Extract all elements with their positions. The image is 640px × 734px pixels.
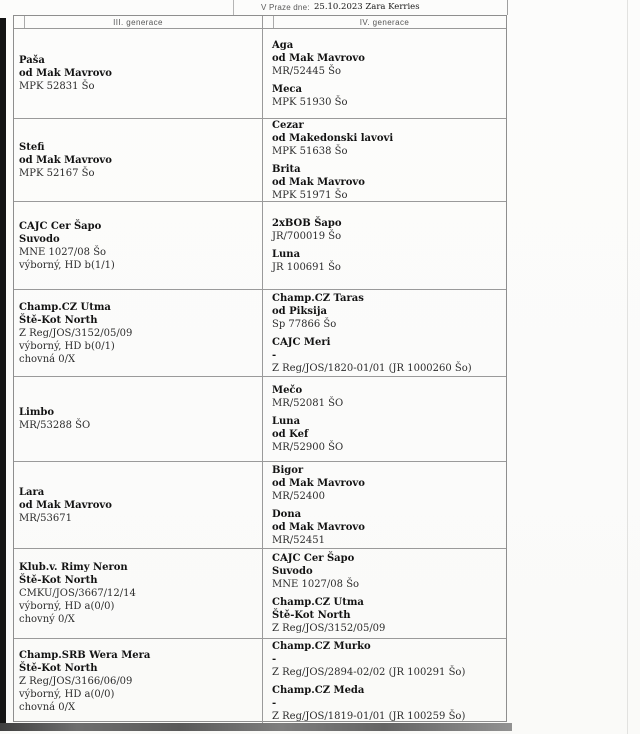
dog-name-line: Lara [19,486,45,498]
dog-entry [19,301,262,366]
dog-registration-line: JR 100691 Šo [272,262,341,273]
dog-name-line: od Mak Mavrovo [19,154,112,166]
dog-registration-line: MPK 51638 Šo [272,145,348,157]
dog-name-line: Luna [272,416,301,427]
gen3-cell [14,462,263,548]
scan-bottom-shadow [0,723,512,731]
dog-name-line: od Mak Mavrovo [272,477,365,489]
gen4-cell [263,377,506,461]
dog-entry [19,220,262,272]
dog-entry [19,406,262,432]
pedigree-row [14,639,506,723]
gen3-cell [14,290,263,376]
dog-entry [272,415,506,454]
dog-entry [272,640,506,679]
dog-registration-line: MPK 51971 Šo [272,189,348,201]
gen3-cell [14,202,263,289]
dog-registration-line: MR/52400 [272,490,325,502]
date-and-signature: 25.10.2023 Zara Kerries [314,2,420,12]
gen3-cell [14,119,263,201]
dog-name-line: Champ.CZ Taras [272,292,364,304]
dog-name-line: Suvodo [19,233,60,245]
dog-entry [19,54,262,93]
dog-name-line: Luna [272,249,301,260]
dog-registration-line: MPK 51930 Šo [272,96,348,108]
dog-name-line: od Kef [272,429,309,440]
dog-entry [272,384,506,410]
dog-name-line: Dona [272,508,302,520]
dog-name-line: CAJC Cer Šapo [19,220,102,232]
gen4-cell [263,290,506,376]
dog-name-line: Ště-Kot North [19,662,98,674]
dog-registration-line: MR/52451 [272,534,325,546]
dog-registration-line: MNE 1027/08 Šo [19,246,107,258]
dog-registration-line: MNE 1027/08 Šo [272,579,360,590]
dog-name-line: od Mak Mavrovo [272,52,365,64]
issue-note [0,0,512,15]
dog-registration-line: Z Reg/JOS/3166/06/09 [19,675,133,687]
dog-registration-line: chovná 0/X [19,353,76,365]
dog-registration-line: MPK 52167 Šo [19,167,95,179]
dog-registration-line: CMKU/JOS/3667/12/14 [19,588,136,599]
dog-name-line: Brita [272,163,301,175]
dog-entry [272,163,506,202]
dog-registration-line: Z Reg/JOS/1819-01/01 (JR 100259 Šo) [272,710,466,722]
dog-entry [19,649,262,714]
dog-name-line: Champ.CZ Murko [272,640,371,652]
pedigree-row [14,462,506,549]
pedigree-table [13,15,507,722]
dog-registration-line: Z Reg/JOS/3152/05/09 [272,623,386,634]
top-cell-right-border [507,0,508,15]
dog-entry [272,248,506,274]
dog-name-line: Ště-Kot North [272,610,351,621]
dog-name-line: Aga [272,39,294,51]
dog-name-line: CAJC Meri [272,336,331,348]
dog-registration-line: výborný, HD a(0/0) [19,688,115,700]
dog-registration-line: MR/52081 ŠO [272,398,344,409]
dog-name-line: CAJC Cer Šapo [272,553,355,564]
dog-name-line: od Mak Mavrovo [19,499,112,511]
dog-name-line: - [272,349,277,361]
dog-registration-line: chovný 0/X [19,614,75,625]
dog-entry [272,508,506,547]
dog-entry [272,292,506,331]
dog-registration-line: MR/52900 ŠO [272,442,344,453]
dog-entry [272,596,506,635]
scan-edge-line [627,0,628,734]
gen3-cell [14,549,263,638]
dog-registration-line: chovná 0/X [19,701,76,713]
gen3-cell [14,29,263,118]
generation-header-row [14,16,506,29]
gen4-cell [263,119,506,201]
dog-entry [272,39,506,78]
gen4-cell [263,639,506,723]
dog-name-line: - [272,653,277,665]
dog-name-line: Cezar [272,119,304,131]
pedigree-rows [14,29,506,723]
dog-name-line: Bigor [272,464,304,476]
gen4-cell [263,549,506,638]
dog-name-line: Ště-Kot North [19,575,98,586]
dog-entry [272,336,506,375]
place-date-label: V Praze dne: [261,3,310,12]
dog-name-line: Mečo [272,385,303,396]
pedigree-row [14,29,506,119]
dog-entry [272,119,506,158]
dog-name-line: Champ.CZ Utma [272,597,364,608]
dog-entry [272,83,506,109]
dog-entry [272,217,506,243]
dog-name-line: Champ.CZ Meda [272,684,365,696]
dog-registration-line: Z Reg/JOS/2894-02/02 (JR 100291 Šo) [272,666,466,678]
dog-entry [19,486,262,525]
dog-name-line: 2xBOB Šapo [272,218,342,229]
dog-name-line: Stefi [19,141,45,153]
top-cell-left-border [233,0,234,15]
col-header-gen3: III. generace [14,16,263,28]
dog-name-line: Champ.CZ Utma [19,301,111,313]
pedigree-row [14,119,506,202]
dog-registration-line: MPK 52831 Šo [19,81,95,92]
dog-name-line: - [272,697,277,709]
dog-name-line: Klub.v. Rimy Neron [19,562,128,573]
dog-registration-line: JR/700019 Šo [272,231,342,242]
gen4-cell [263,462,506,548]
dog-name-line: Champ.SRB Wera Mera [19,649,151,661]
dog-name-line: Paša [19,55,45,66]
dog-registration-line: výborný, HD a(0/0) [19,601,115,612]
dog-registration-line: Z Reg/JOS/1820-01/01 (JR 1000260 Šo) [272,362,472,374]
dog-registration-line: výborný, HD b(0/1) [19,340,115,352]
dog-entry [272,552,506,591]
dog-name-line: Meca [272,83,302,95]
pedigree-row [14,290,506,377]
gen3-cell [14,639,263,723]
dog-name-line: od Mak Mavrovo [272,521,365,533]
dog-name-line: od Mak Mavrovo [272,176,365,188]
dog-entry [272,464,506,503]
dog-name-line: od Piksija [272,305,327,317]
dog-registration-line: Sp 77866 Šo [272,318,337,330]
dog-entry [19,561,262,626]
gen4-cell [263,29,506,118]
dog-entry [272,684,506,723]
pedigree-row [14,549,506,639]
pedigree-row [14,377,506,462]
dog-name-line: Ště-Kot North [19,314,98,326]
dog-name-line: od Mak Mavrovo [19,68,112,79]
dog-registration-line: MR/52445 Šo [272,65,341,77]
dog-registration-line: MR/53671 [19,512,72,524]
gen4-cell [263,202,506,289]
scan-edge-artifact [0,18,6,730]
dog-registration-line: Z Reg/JOS/3152/05/09 [19,327,133,339]
dog-registration-line: výborný, HD b(1/1) [19,259,115,271]
dog-name-line: Suvodo [272,566,313,577]
dog-entry [19,141,262,180]
gen3-cell [14,377,263,461]
dog-name-line: Limbo [19,407,55,418]
pedigree-row [14,202,506,290]
dog-name-line: od Makedonski lavovi [272,132,394,144]
dog-registration-line: MR/53288 ŠO [19,420,91,431]
col-header-gen4: IV. generace [263,16,506,28]
